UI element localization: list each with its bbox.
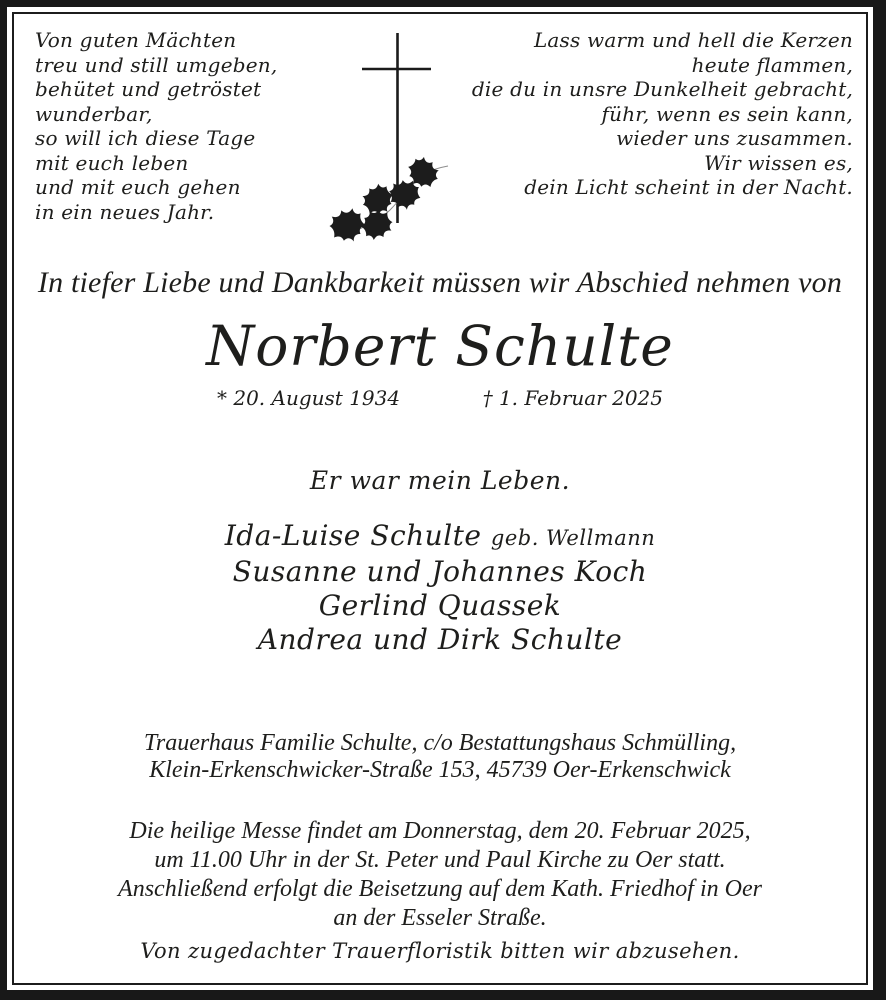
service-line: Die heilige Messe findet am Donnerstag, dem 20. Februar 2025, — [129, 818, 751, 844]
mourner-line — [14, 519, 866, 555]
service-line: um 11.00 Uhr in der St. Peter und Paul Kirche zu Oer statt. — [154, 847, 726, 873]
poem-left-line: behütet und getröstet — [35, 77, 262, 101]
poem-left-line: mit euch leben — [35, 150, 189, 175]
poem-right-line: dein Licht scheint in der Nacht. — [524, 175, 853, 199]
service-line: Anschließend erfolgt die Beisetzung auf dem Kath. Friedhof in Oer — [118, 876, 762, 902]
poem-left-line: in ein neues Jahr. — [35, 199, 215, 224]
poem-left-line: so will ich diese Tage — [35, 126, 256, 150]
mourner-name: Ida-Luise Schulte — [224, 519, 482, 552]
mourner-line — [14, 589, 866, 623]
death-date: † 1. Februar 2025 — [482, 386, 663, 410]
address-line: Trauerhaus Familie Schulte, c/o Bestattungshaus Schmülling, — [143, 730, 737, 756]
intro-line: In tiefer Liebe und Dankbarkeit müssen wir Abschied nehmen von — [37, 266, 843, 299]
poem-right-line: wieder uns zusammen. — [616, 126, 853, 150]
mourner-line — [14, 623, 866, 657]
mourner-name: Andrea und Dirk Schulte — [257, 623, 623, 656]
poem-left-line: Von guten Mächten — [35, 28, 237, 52]
mourner-name: Susanne und Johannes Koch — [232, 555, 648, 588]
mourner-name-suffix: geb. Wellmann — [490, 526, 656, 550]
funeral-home-address — [14, 730, 866, 784]
poem-right-line: Lass warm und hell die Kerzen — [533, 28, 853, 52]
poem-left-line: und mit euch gehen — [35, 175, 241, 199]
poem-right-line: heute flammen, — [691, 52, 853, 77]
obituary-notice — [7, 7, 873, 990]
life-dates — [217, 386, 663, 410]
poem-right — [472, 28, 853, 200]
poem-right-line: Wir wissen es, — [704, 150, 853, 175]
poem-right-line: führ, wenn es sein kann, — [601, 101, 853, 126]
poem-left — [35, 28, 277, 224]
cross-with-ivy-icon — [320, 20, 480, 250]
poem-right-line: die du in unsre Dunkelheit gebracht, — [471, 77, 853, 101]
deceased-name: Norbert Schulte — [206, 314, 674, 378]
service-line: an der Esseler Straße. — [333, 905, 547, 931]
dedication-line: Er war mein Leben. — [309, 466, 571, 495]
notice-content — [14, 14, 866, 983]
birth-date: * 20. August 1934 — [217, 386, 401, 410]
mourner-line — [14, 555, 866, 589]
service-info — [14, 817, 866, 933]
floristry-note: Von zugedachter Trauerfloristik bitten wir abzusehen. — [140, 939, 740, 963]
mourner-name: Gerlind Quassek — [318, 589, 562, 622]
poem-left-line: wunderbar, — [35, 101, 153, 126]
poem-left-line: treu und still umgeben, — [35, 52, 278, 77]
address-line: Klein-Erkenschwicker-Straße 153, 45739 Oer-Erkenschwick — [149, 757, 731, 783]
notice-border — [12, 12, 868, 985]
mourners-list — [14, 519, 866, 657]
